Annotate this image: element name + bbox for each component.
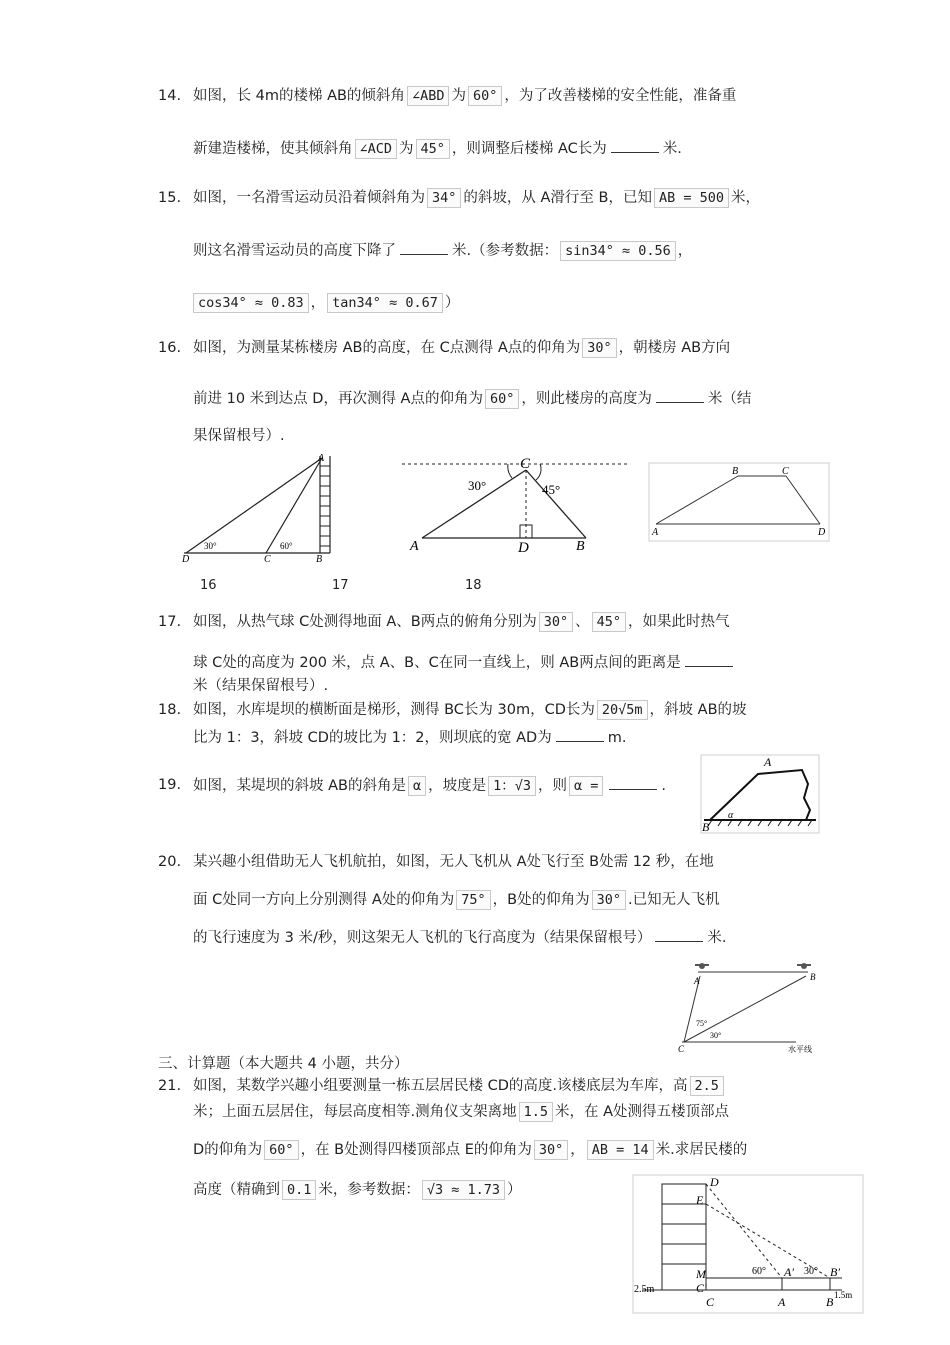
f16-label-b: B — [316, 554, 323, 564]
f18-slope-ab — [656, 476, 738, 524]
q15-math-ab500: AB = 500 — [654, 188, 729, 208]
f16-angle-60: 60° — [280, 541, 293, 551]
q17-line2 — [193, 652, 737, 673]
q18-text: 如图，水库堤坝的横断面是梯形，测得 BC长为 30m，CD长为 — [193, 702, 595, 718]
f21-label-m: M — [696, 1267, 706, 1281]
q17-text: 球 C处的高度为 200 米，点 A、B、C在同一直线上，则 AB两点间的距离是 — [193, 655, 681, 671]
q17-answer-blank[interactable] — [685, 652, 733, 667]
f16-angle-30: 30° — [204, 541, 217, 551]
q14-text: 如图，长 4m的楼梯 AB的倾斜角 — [193, 88, 405, 104]
figure-17-caption: 17 — [332, 578, 349, 593]
q18-answer-blank[interactable] — [556, 727, 604, 742]
q15-number: 15. — [158, 190, 182, 206]
q15-line1 — [193, 188, 760, 208]
q20-math-30: 30° — [592, 890, 626, 910]
q15-math-tan: tan34° ≈ 0.67 — [327, 293, 443, 313]
f21-label-c: C — [706, 1295, 715, 1309]
f20-drone-b-icon — [797, 963, 811, 969]
q18-line1 — [193, 700, 747, 720]
figure-18 — [648, 462, 830, 542]
f21-height-2-5m: 2.5m — [634, 1284, 655, 1295]
figure-20 — [678, 958, 823, 1054]
q20-text: ，B处的仰角为 — [492, 892, 590, 908]
figure-19 — [700, 754, 820, 834]
q16-text: ，则此楼房的高度为 — [521, 391, 652, 407]
f21-label-b-prime: B′ — [830, 1265, 840, 1279]
q21-math-0-1: 0.1 — [282, 1180, 316, 1200]
f16-line-da — [186, 458, 322, 553]
q15-text: ， — [677, 243, 693, 259]
q20-number: 20. — [158, 854, 182, 870]
f18-frame — [649, 463, 829, 541]
q19-math-alpha: α — [408, 776, 426, 796]
figure-16-caption: 16 — [200, 578, 217, 593]
q20-text: 面 C处同一方向上分别测得 A处的仰角为 — [193, 892, 455, 908]
f17-line-cb — [526, 470, 586, 538]
f21-label-e: E — [696, 1193, 704, 1207]
q17-text: 如图，从热气球 C处测得地面 A、B两点的俯角分别为 — [193, 614, 537, 630]
q14-text: 米. — [662, 141, 682, 157]
f17-arc-30 — [508, 464, 512, 478]
f20-line-cb — [684, 976, 806, 1042]
figure-16 — [180, 452, 335, 564]
f16-label-c: C — [264, 554, 271, 564]
f20-ground-label: 水平线 — [788, 1045, 812, 1054]
f21-height-1-5m: 1.5m — [834, 1290, 853, 1300]
q18-line2 — [193, 727, 626, 748]
f18-label-c: C — [782, 466, 789, 477]
q19-text: 如图，某堤坝的斜坡 AB的斜角是 — [193, 778, 406, 794]
q16-line3: 果保留根号）. — [193, 428, 285, 444]
f19-label-alpha: α — [728, 810, 734, 821]
f20-angle-30: 30° — [710, 1031, 722, 1040]
q20-answer-blank[interactable] — [655, 927, 703, 942]
q21-text: ） — [507, 1182, 522, 1198]
q14-math-angle-abd: ∠ABD — [407, 86, 450, 106]
q19-text: ，则 — [538, 778, 568, 794]
q19-text: ，坡度是 — [428, 778, 487, 794]
f21-building-floors — [662, 1204, 706, 1264]
f20-label-b: B — [810, 972, 816, 982]
q14-line1 — [193, 86, 736, 106]
q16-text: 米（结 — [707, 391, 752, 407]
q15-text: ， — [310, 295, 326, 311]
q14-math-45: 45° — [416, 139, 450, 159]
q15-line3 — [191, 293, 459, 313]
q21-math-60: 60° — [264, 1140, 298, 1160]
q16-line2 — [193, 388, 751, 409]
q20-text: .已知无人飞机 — [628, 892, 720, 908]
f17-arc-45 — [536, 464, 541, 480]
f16-label-a: A — [318, 453, 325, 464]
q17-line1 — [193, 612, 730, 632]
q14-text: 新建造楼梯，使其倾斜角 — [193, 141, 353, 157]
q15-math-cos: cos34° ≈ 0.83 — [193, 293, 309, 313]
q18-number: 18. — [158, 702, 182, 718]
q20-line1: 某兴趣小组借助无人飞机航拍，如图，无人飞机从 A处飞行至 B处需 12 秒，在地 — [193, 854, 714, 870]
q15-math-sin: sin34° ≈ 0.56 — [560, 241, 676, 261]
f20-drone-a-icon — [695, 963, 709, 969]
q15-text: ） — [444, 295, 460, 311]
q17-text: ，如果此时热气 — [628, 614, 730, 630]
q21-text: 高度（精确到 — [193, 1182, 280, 1198]
q16-math-60: 60° — [485, 389, 519, 409]
q21-line4 — [193, 1180, 522, 1200]
q19-number: 19. — [158, 777, 182, 793]
q15-text: 米， — [731, 190, 761, 206]
q21-text: 米；上面五层居住，每层高度相等.测角仪支架离地 — [193, 1104, 517, 1120]
q20-math-75: 75° — [456, 890, 490, 910]
q18-text: 比为 1：3，斜坡 CD的坡比为 1：2，则坝底的宽 AD为 — [193, 730, 552, 746]
q21-math-1-5: 1.5 — [519, 1102, 553, 1122]
q14-number: 14. — [158, 88, 182, 104]
q15-text: 的斜坡，从 A滑行至 B，已知 — [463, 190, 652, 206]
q17-number: 17. — [158, 614, 182, 630]
q18-text: m. — [607, 730, 627, 746]
q19-line1 — [193, 775, 666, 796]
q16-answer-blank[interactable] — [656, 388, 704, 403]
q21-text: ，在 B处测得四楼顶部点 E的仰角为 — [300, 1142, 532, 1158]
q14-text: ，则调整后楼梯 AC长为 — [451, 141, 607, 157]
f19-label-b: B — [702, 820, 710, 834]
figure-21 — [632, 1174, 864, 1314]
q17-math-45: 45° — [592, 612, 626, 632]
q21-text: 如图，某数学兴趣小组要测量一栋五层居民楼 CD的高度.该楼底层为车库，高 — [193, 1078, 688, 1094]
q19-answer-blank[interactable] — [609, 775, 657, 790]
f18-label-b: B — [732, 466, 739, 477]
q16-line1 — [193, 338, 730, 358]
q20-line2 — [193, 890, 720, 910]
q16-number: 16. — [158, 340, 182, 356]
q17-math-30: 30° — [539, 612, 573, 632]
q15-text: 如图，一名滑雪运动员沿着倾斜角为 — [193, 190, 425, 206]
q20-text: 的飞行速度为 3 米/秒，则这架无人飞机的飞行高度为 — [193, 930, 536, 946]
f18-label-a: A — [652, 527, 659, 538]
f18-label-d: D — [818, 527, 826, 538]
q18-math-cd: 20√5m — [597, 700, 648, 720]
q21-math-2-5: 2.5 — [690, 1076, 724, 1096]
q17-text: 、 — [575, 614, 590, 630]
f17-label-c: C — [520, 456, 531, 472]
section-3-heading: 三、计算题（本大题共 4 小题，共分） — [158, 1056, 409, 1072]
q14-answer-blank[interactable] — [611, 138, 659, 153]
q18-text: ，斜坡 AB的坡 — [649, 702, 747, 718]
q15-line2 — [193, 240, 692, 261]
q15-text: 米.（参考数据： — [452, 243, 559, 259]
f21-angle-30: 30° — [804, 1266, 818, 1277]
f17-label-d: D — [518, 540, 529, 554]
q21-line2 — [193, 1102, 729, 1122]
q21-text: 米，在 A处测得五楼顶部点 — [555, 1104, 730, 1120]
q21-text: 米，参考数据： — [318, 1182, 420, 1198]
f16-label-d: D — [182, 554, 190, 564]
f21-label-a-prime: A′ — [784, 1265, 794, 1279]
f19-dam-outline — [710, 770, 810, 820]
f21-sight-d — [706, 1184, 782, 1278]
q19-math-slope: 1：√3 — [488, 776, 536, 796]
q21-math-sqrt3: √3 ≈ 1.73 — [422, 1180, 505, 1200]
f21-label-c-prime: C′ — [696, 1281, 707, 1295]
q15-text: 则这名滑雪运动员的高度下降了 — [193, 243, 396, 259]
q16-text: ，朝楼房 AB方向 — [618, 340, 731, 356]
q21-math-30: 30° — [534, 1140, 568, 1160]
q17-line3: 米（结果保留根号）. — [193, 678, 329, 694]
f16-line-ca — [266, 458, 322, 553]
q21-number: 21. — [158, 1078, 182, 1094]
q14-text: ，为了改善楼梯的安全性能，准备重 — [504, 88, 737, 104]
q16-text: 前进 10 米到达点 D，再次测得 A点的仰角为 — [193, 391, 483, 407]
q21-math-ab14: AB = 14 — [587, 1140, 654, 1160]
q21-text: 米.求居民楼的 — [655, 1142, 748, 1158]
f21-angle-60: 60° — [752, 1266, 766, 1277]
f20-angle-75: 75° — [696, 1019, 708, 1028]
f18-slope-cd — [786, 476, 820, 524]
q14-math-60: 60° — [468, 86, 502, 106]
q20-text: 米. — [707, 930, 727, 946]
q16-text: 如图，为测量某栋楼房 AB的高度，在 C点测得 A点的仰角为 — [193, 340, 581, 356]
q21-text: D的仰角为 — [193, 1142, 263, 1158]
q14-math-angle-acd: ∠ACD — [355, 139, 398, 159]
q21-line3 — [193, 1140, 747, 1160]
f17-angle-45: 45° — [542, 482, 561, 497]
q20-text: （结果保留根号） — [535, 930, 652, 946]
q15-math-34: 34° — [427, 188, 461, 208]
q19-math-alpha-eq: α = — [569, 776, 603, 796]
figure-18-caption: 18 — [465, 578, 482, 593]
f21-label-d: D — [710, 1175, 719, 1189]
figure-17 — [400, 456, 630, 554]
q14-text: 为 — [399, 141, 414, 157]
q15-answer-blank[interactable] — [400, 240, 448, 255]
f17-label-b: B — [576, 539, 585, 554]
q21-text: ， — [570, 1142, 585, 1158]
f20-label-c: C — [678, 1044, 685, 1054]
q19-text: . — [661, 778, 667, 794]
f17-angle-30: 30° — [468, 478, 487, 493]
f19-label-a: A — [764, 755, 772, 769]
f21-label-b: B — [826, 1295, 834, 1309]
q14-line2 — [193, 138, 682, 159]
f21-label-a: A — [778, 1295, 786, 1309]
q21-line1 — [193, 1076, 726, 1096]
q20-line3 — [193, 927, 726, 948]
f16-building-floors — [320, 466, 330, 546]
q14-text: 为 — [451, 88, 466, 104]
q16-math-30: 30° — [582, 338, 616, 358]
f17-label-a: A — [410, 539, 419, 554]
f20-label-a: A — [694, 976, 700, 986]
